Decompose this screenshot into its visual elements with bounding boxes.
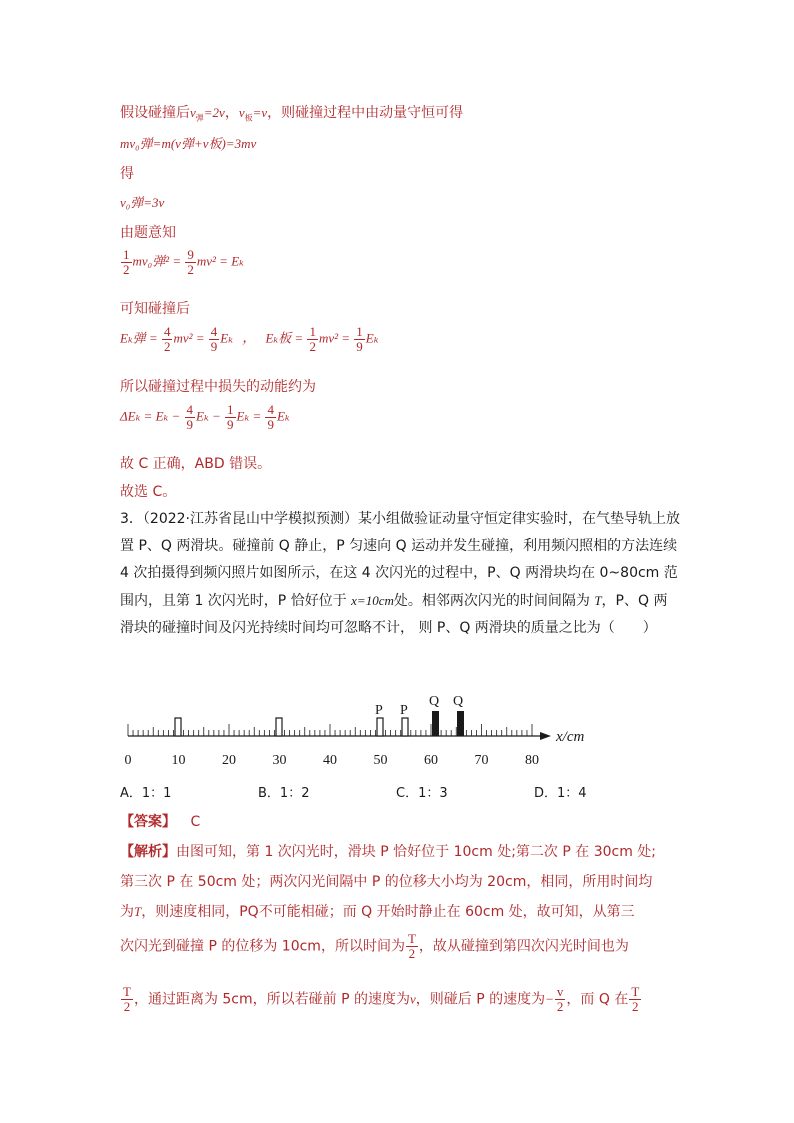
slider-p-flash4 xyxy=(402,718,408,736)
slider-p-flash3 xyxy=(377,718,383,736)
label-q-3: Q xyxy=(429,694,440,709)
final-choice-text: 故选 C。 xyxy=(120,484,177,500)
vp-symbol: $v_弹=2v$ xyxy=(190,105,225,123)
axis-arrow xyxy=(540,732,551,740)
kinetic-energy-equation: $\frac{1}{2}$ mv₀弹² = $\frac{9}{2}$ mv² = Eₖ xyxy=(123,247,244,277)
option-c[interactable]: C．1：3 xyxy=(396,786,448,801)
analysis-line-5: $\frac{T}{2}$ ，通过距离为 5cm，所以若碰前 P 的速度为v，则碰后 P 的速度为− $\frac{v}{2}$ ，而 Q 在 $\frac{T}{2}$ xyxy=(123,984,640,1014)
after-collision-label: 可知碰撞后 xyxy=(120,301,190,317)
period-symbol: T xyxy=(594,593,602,608)
v0-equation: v₀弹=3v xyxy=(120,195,165,210)
option-b[interactable]: B．1：2 xyxy=(258,786,310,801)
ruler-tick-label: 50 xyxy=(373,753,388,768)
label-q-4: Q xyxy=(453,694,464,709)
ruler-tick-label: 0 xyxy=(124,753,132,768)
ek-after-equations: Eₖ弹 = $\frac{4}{2}$ mv² = $\frac{4}{9}$ Eₖ ， Eₖ板 = $\frac{1}{2}$ mv² = $\frac{1}{9}$ Eₖ xyxy=(120,324,379,354)
slider-p-flash1 xyxy=(175,718,181,736)
analysis-tag: 【解析】 xyxy=(120,844,176,860)
label-p-3: P xyxy=(375,703,383,718)
label-p-4: P xyxy=(400,703,408,718)
ruler-tick-labels xyxy=(125,753,540,768)
ruler-tick-label: 40 xyxy=(323,753,337,768)
answer-value: C xyxy=(190,814,201,830)
conclusion-text: 故 C 正确，ABD 错误。 xyxy=(120,456,272,472)
analysis-line-2: 第三次 P 在 50cm 处；两次闪光间隔中 P 的位移大小均为 20cm，相同，所用时间均 xyxy=(120,874,653,890)
x-position: x=10cm xyxy=(351,593,394,608)
slider-p-flash2 xyxy=(276,718,282,736)
answer-line xyxy=(120,811,200,831)
analysis-line-1: 【解析】由图可知，第 1 次闪光时，滑块 P 恰好位于 10cm 处;第二次 P 在 30cm 处; xyxy=(120,844,657,860)
answer-tag: 【答案】 xyxy=(120,814,176,830)
question-3: 3．（2022·江苏省昆山中学模拟预测）某小组做验证动量守恒定律实验时，在气垫导轨上放置 P、Q 两滑块。碰撞前 Q 静止，P 匀速向 Q 运动并发生碰撞，利用频闪照相的方法连续 4 次拍摄得到频闪照片如图所示，在这 4 次闪光的过程中，P、Q 两滑块均在 0~80cm 范围内，且第 1 次闪光时，P 恰好位于 x=10cm处。相邻两次闪光的时间间隔为 T，P、Q 两滑块的碰撞时间及闪光持续时间均可忽略不计， 则 P、Q 两滑块的质量之比为（ ） xyxy=(120,511,680,636)
ruler-tick-label: 30 xyxy=(272,753,287,768)
option-a[interactable]: A．1：1 xyxy=(120,786,172,801)
assume-line: 假设碰撞后$v_弹=2v$，$v_板=v$，则碰撞过程中由动量守恒可得 xyxy=(120,105,464,123)
ruler-tick-label: 80 xyxy=(525,753,539,768)
slider-q-flash4 xyxy=(457,711,464,736)
ruler-tick-label: 20 xyxy=(222,753,236,768)
de-label: 得 xyxy=(120,166,134,182)
question-number: 3． xyxy=(120,511,143,527)
energy-loss-equation: ΔEₖ = Eₖ − $\frac{4}{9}$ Eₖ − $\frac{1}{9}$ Eₖ = $\frac{4}{9}$ Eₖ xyxy=(120,402,290,432)
loss-label: 所以碰撞过程中损失的动能约为 xyxy=(120,379,316,395)
vq-symbol: $v_板=v$ xyxy=(238,105,268,123)
ruler-tick-label: 10 xyxy=(171,753,186,768)
ruler-tick-label: 70 xyxy=(474,753,489,768)
analysis-line-4: 次闪光到碰撞 P 的位移为 10cm，所以时间为 $\frac{T}{2}$ ，故从碰撞到第四次闪光时间也为 xyxy=(120,931,629,961)
ruler-ticks xyxy=(128,724,532,736)
ruler-tick-label: 60 xyxy=(424,753,438,768)
given-label: 由题意知 xyxy=(120,225,176,241)
analysis-line-3: 为T，则速度相同，PQ不可能相碰；而 Q 开始时静止在 60cm 处，故可知，从第三 xyxy=(120,904,635,920)
axis-label: x/cm xyxy=(556,729,585,745)
option-d[interactable]: D．1：4 xyxy=(534,786,587,801)
slider-q-flash3 xyxy=(432,711,439,736)
flash-photo-figure xyxy=(0,688,794,778)
momentum-equation: mv₀弹=m(v弹+v板)=3mv xyxy=(120,136,257,151)
